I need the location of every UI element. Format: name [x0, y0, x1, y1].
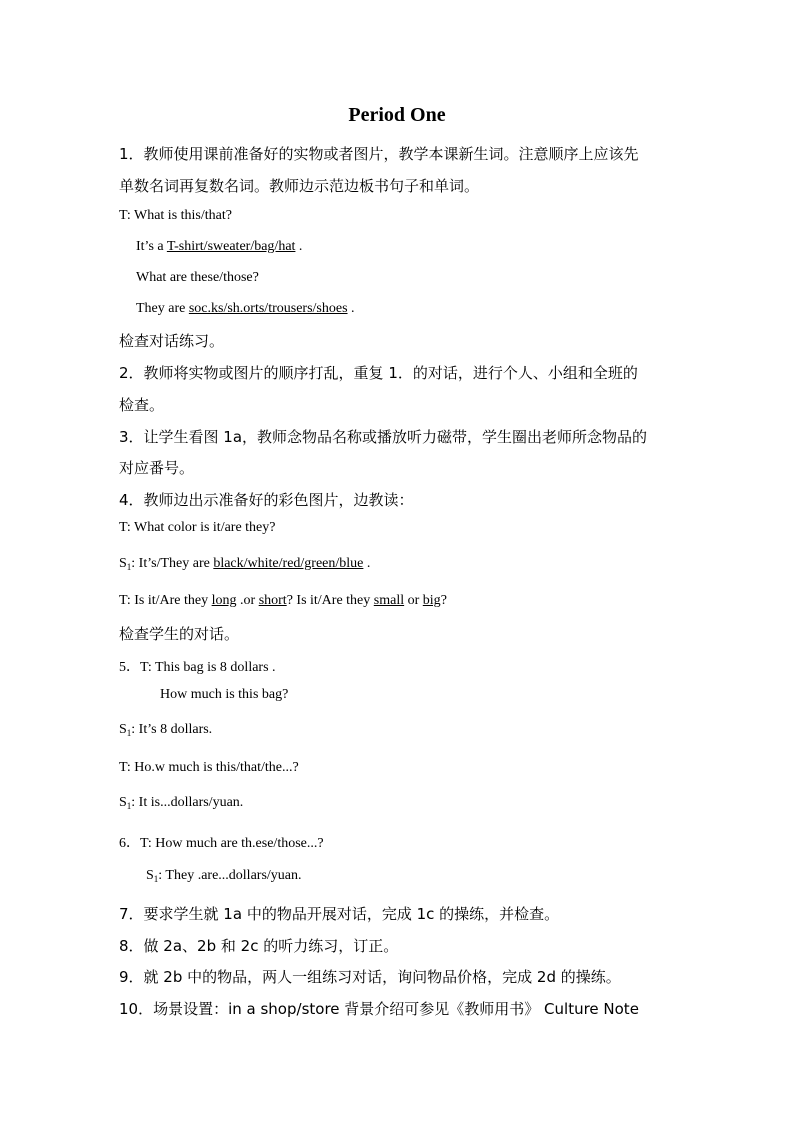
dialog-what-are: What are these/those? [136, 270, 259, 285]
line-check-dialog: 检查对话练习。 [119, 332, 225, 350]
line-check-student: 检查学生的对话。 [119, 625, 240, 643]
line-4: 4．教师边出示准备好的彩色图片，边教读： [119, 491, 414, 509]
line-1: 1．教师使用课前准备好的实物或者图片，教学本课新生词。注意顺序上应该先 [119, 145, 639, 163]
line-3-b: 对应番号。 [119, 459, 195, 477]
line-2: 单数名词再复数名词。教师边示范边板书句子和单词。 [119, 177, 480, 195]
dialog-what-is: T: What is this/that? [119, 208, 232, 223]
dialog-what-color: T: What color is it/are they? [119, 520, 276, 535]
dialog-s1-they: $S_1$: They .are...dollars/yuan. [146, 868, 302, 884]
line-2-b: 检查。 [119, 396, 165, 414]
line-10: 10．场景设置：in a shop/store 背景介绍可参见《教师用书》 Culture Note [119, 1000, 639, 1018]
line-2-a: 2．教师将实物或图片的顺序打乱，重复 1．的对话，进行个人、小组和全班的 [119, 364, 638, 382]
line-8: 8．做 2a、2b 和 2c 的听力练习，订正。 [119, 937, 399, 955]
dialog-s1-yuan: $S_1$: It is...dollars/yuan. [119, 795, 244, 811]
dialog-how-much-bag: How much is this bag? [160, 687, 289, 702]
dialog-how-much-this: T: Ho.w much is this/that/the...? [119, 760, 299, 775]
dialog-its-a: It’s a T-shirt/sweater/bag/hat . [136, 239, 303, 254]
line-7: 7．要求学生就 1a 中的物品开展对话，完成 1c 的操练，并检查。 [119, 905, 560, 923]
line-3-a: 3．让学生看图 1a，教师念物品名称或播放听力磁带，学生圈出老师所念物品的 [119, 428, 648, 446]
line-9: 9．就 2b 中的物品，两人一组练习对话，询问物品价格，完成 2d 的操练。 [119, 968, 621, 986]
dialog-s1-dollars: $S_1$: It’s 8 dollars. [119, 722, 213, 738]
dialog-is-it: T: Is it/Are they long .or short? Is it/Are they small or big? [119, 593, 447, 608]
line-5: 5．T: This bag is 8 dollars . [119, 660, 276, 675]
dialog-s1-color: $S_1$: It’s/They are black/white/red/green/blue . [119, 556, 371, 572]
page-title: Period One [348, 104, 446, 126]
line-6: 6．T: How much are th.ese/those...? [119, 836, 324, 851]
dialog-they-are: They are soc.ks/sh.orts/trousers/shoes . [136, 301, 355, 316]
